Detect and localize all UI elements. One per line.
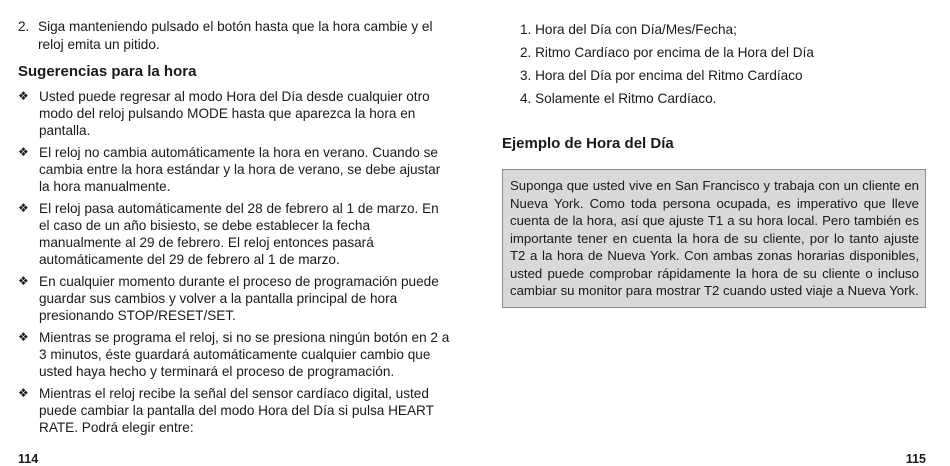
diamond-bullet-icon: ❖ xyxy=(18,201,29,215)
page-number-left: 114 xyxy=(18,452,39,466)
left-page xyxy=(18,0,450,465)
tip-text: Mientras se programa el reloj, si no se presiona ningún botón en 2 a 3 minutos, éste guardará automáticamente cualquier cambio que usted haya hecho y terminará el proceso de programación. xyxy=(39,330,450,379)
tips-list xyxy=(18,88,450,441)
tip-item xyxy=(18,329,450,380)
tip-text: Mientras el reloj recibe la señal del sensor cardíaco digital, usted puede cambiar la pantalla del modo Hora del Día si pulsa HEART RATE. Podrá elegir entre: xyxy=(39,386,434,435)
tip-item xyxy=(18,273,450,324)
display-options-list xyxy=(520,18,814,110)
tip-item xyxy=(18,200,450,268)
tip-text: Usted puede regresar al modo Hora del Día desde cualquier otro modo del reloj pulsando MODE hasta que aparezca la hora en pantalla. xyxy=(39,89,430,138)
tip-text: El reloj pasa automáticamente del 28 de febrero al 1 de marzo. En el caso de un año bisiesto, se debe establecer la fecha manualmente al 29 de febrero. El reloj entonces pasará automáticamente del 29 de febrero al 1 de marzo. xyxy=(39,201,439,267)
tip-text: En cualquier momento durante el proceso de programación puede guardar sus cambios y volver a la pantalla principal de hora presionando STOP/RESET/SET. xyxy=(39,274,439,323)
diamond-bullet-icon: ❖ xyxy=(18,89,29,103)
example-heading: Ejemplo de Hora del Día xyxy=(502,135,674,152)
example-box: Suponga que usted vive en San Francisco y trabaja con un cliente en Nueva York. Como toda persona ocupada, es imperativo que lleve cuenta de la hora, así que ajuste T1 a su hora local. Pero también es importante tener en cuenta la hora de su cliente, por lo tanto ajuste T2 a la hora de Nueva York. Con ambas zonas horarias disponibles, usted puede comprobar rápidamente la hora de su cliente o incluso cambiar su monitor para mostrar T2 cuando usted viaje a Nueva York. xyxy=(502,169,926,308)
display-option: 1. Hora del Día con Día/Mes/Fecha; xyxy=(520,22,737,37)
step-text: Siga manteniendo pulsado el botón hasta que la hora cambie y el reloj emita un pitido. xyxy=(38,19,433,52)
diamond-bullet-icon: ❖ xyxy=(18,145,29,159)
step-number: 2. xyxy=(18,19,30,34)
tip-item xyxy=(18,385,450,436)
diamond-bullet-icon: ❖ xyxy=(18,386,29,400)
tip-text: El reloj no cambia automáticamente la hora en verano. Cuando se cambia entre la hora estándar y la hora de verano, se debe ajustar la hora manualmente. xyxy=(39,145,441,194)
tip-item xyxy=(18,88,450,139)
step-item xyxy=(18,18,450,54)
diamond-bullet-icon: ❖ xyxy=(18,330,29,344)
page-number-right: 115 xyxy=(905,452,926,466)
diamond-bullet-icon: ❖ xyxy=(18,274,29,288)
display-option: 2. Ritmo Cardíaco por encima de la Hora del Día xyxy=(520,45,814,60)
display-option: 3. Hora del Día por encima del Ritmo Cardíaco xyxy=(520,68,803,83)
tip-item xyxy=(18,144,450,195)
display-option: 4. Solamente el Ritmo Cardíaco. xyxy=(520,91,717,106)
tips-heading: Sugerencias para la hora xyxy=(18,63,197,80)
right-page xyxy=(502,0,926,465)
